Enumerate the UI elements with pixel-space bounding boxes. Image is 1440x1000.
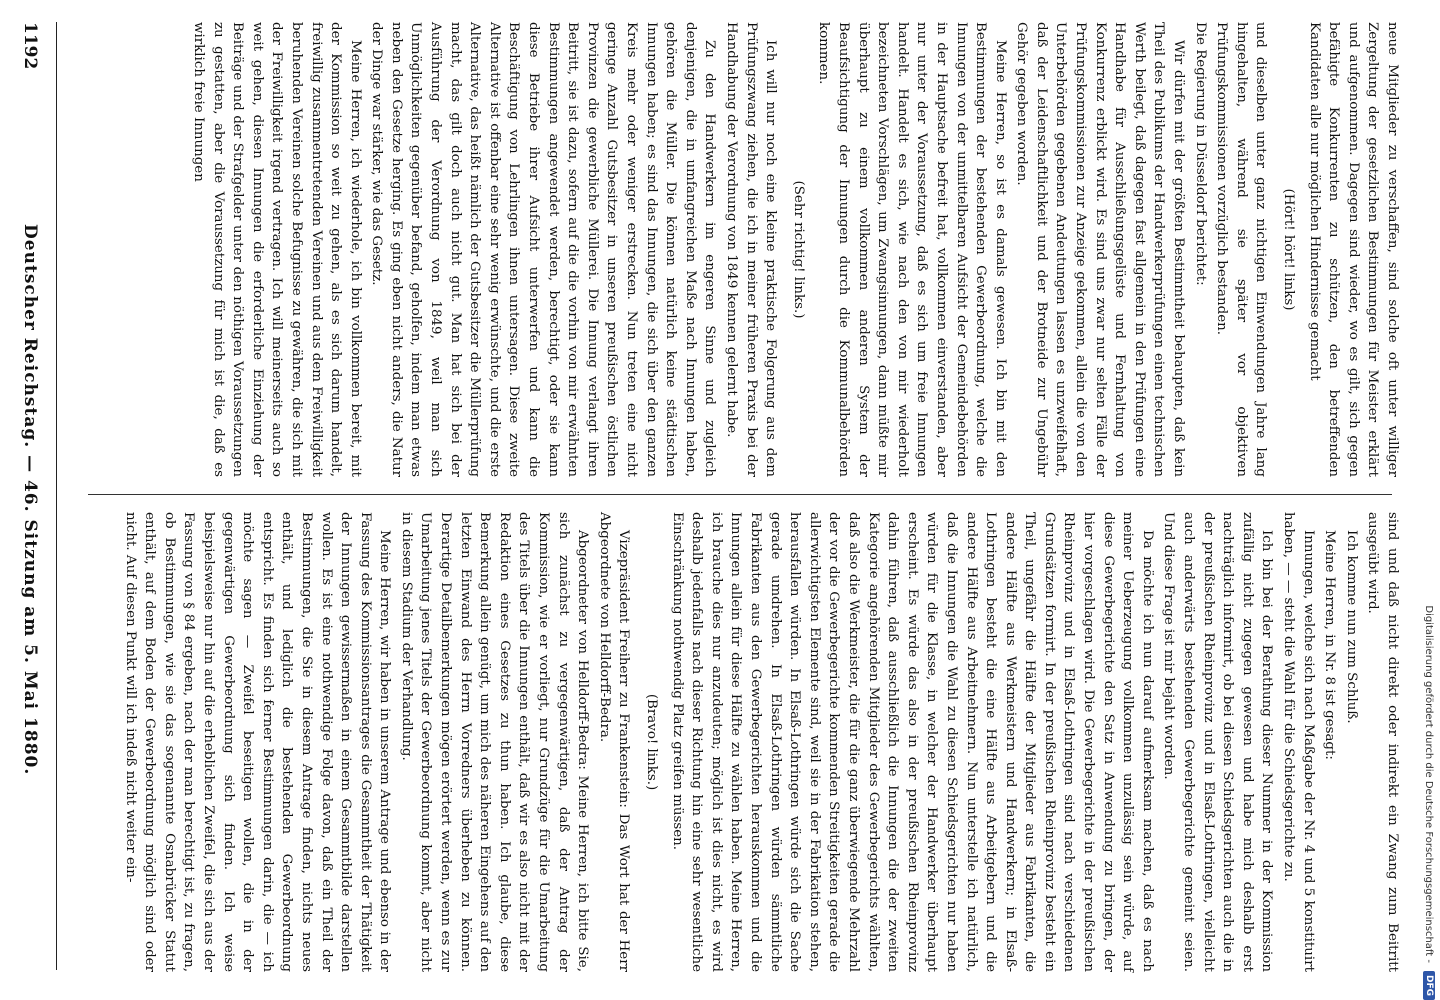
paragraph: Meine Herren, in Nr. 8 ist gesagt: — [1322, 530, 1338, 760]
paragraph: Meine Herren, so ist es damals gewesen. Ich bin mit den Bestimmungen der bestehenden Gewerbeordnung, welche die Innungen von der unmittelbaren Aufsicht der Gemeindebehörden in der Hauptsache befreit hat, vollkommen einverstanden, aber nur unter der Voraussetzung, daß es sich um freie Innungen handelt. Handelt es sich, wie nach den von mir wiederholt bezeichneten Vorschlägen, um Zwangsinnungen, dann müßte mir überhaupt zu einem vollkommen anderen System der Beaufsichtigung der Innungen durch die Kommunalbehörden kommen. — [816, 22, 1008, 477]
digitization-credit — [1418, 0, 1440, 1000]
paragraph: und dieselben unter ganz nichtigen Einwendungen Jahre lang hingehalten, während sie später vor objektiven Prüfungskommissionen vorzüglich bestanden. — [1214, 22, 1269, 477]
paragraph: Meine Herren, ich wiederhole, ich bin vollkommen bereit, mit der Kommission so weit zu gehen, als es sich darum handelt, freiwillig zusammentretenden Vereinen und aus dem Freiwilligkeit beruhenden Vereinen solche Befugnisse zu gewähren, die sich mit der Freiwilligkeit irgend vertragen. Ich will meinerseits auch so weit gehen, diesen Innungen die erforderliche Einziehung der Beiträge und der Strafgelder unter den nöthigen Voraussetzungen zu gestatten, aber die Voraussetzung für mich ist die, daß es wirklich freie Innungen — [190, 22, 363, 477]
page-title: Deutscher Reichstag. — 46. Sitzung am 5. Mai 1880. — [20, 224, 40, 776]
paragraph: neue Mitglieder zu verschaffen, sind solche oft unter williger Zergeltung der gesetzlichen Bestimmungen für Meister erklärt und aufgenommen. Dagegen sind wieder, wo es gilt, sich gegen befähigte Konkurrenten zu schützen, den betreffenden Kandidaten alle nur möglichen Hindernisse gemacht — [1306, 22, 1400, 477]
paragraph: Die Regierung in Düsseldorf berichtet: — [1192, 22, 1208, 286]
interjection: (Bravo! links.) — [644, 693, 660, 791]
credit-text: Digitalisierung gefördert durch die Deutsche Forschungsgemeinschaft - — [1423, 605, 1435, 963]
paragraph: Zu den Handwerkern im engeren Sinne und zugleich denjenigen, die in umfangreichen Maße nach Innungen haben, gehören die Müller. Die können natürlich keine städtischen Innungen haben; es sind das Innungen, die sich über den ganzen Kreis mehr oder weniger erstrecken. Nun treten eine nicht geringe Anzahl Gutsbesitzer in unseren preußischen östlichen Provinzen die gewerbliche Müllerei. Die Innung verlangt ihren Beitritt, sie ist dazu, sofern auf die die vorhin von mir erwähnten Bestimmungen angewendet werden, berechtigt, oder sie kann diese Betriebe ihrer Aufsicht unterwerfen und kann die Beschäftigung von Lehrlingen ihnen untersagen. Diese zweite Alternative ist offenbar eine sehr wenig erwünschte, und die erste Alternative, das heißt nämlich der Gutsbesitzer die Müllerprüfung macht, das gilt doch auch nicht gut. Man hat sich bei der Ausführung der Verordnung von 1849, weil man sich Unmöglichkeiten gegenüber befand, geholfen, indem man etwas neben den Gesetze herging. Es ging eben nicht anders, die Natur der Dinge war stärker, wie das Gesetz. — [369, 22, 718, 477]
right-column — [80, 512, 1402, 972]
interjection: (Hört! hört! links) — [1281, 188, 1297, 311]
paragraph: Ich komme nun zum Schluß. — [1343, 530, 1359, 724]
interjection: (Sehr richtig! links.) — [790, 180, 806, 319]
paragraph: Meine Herren, wir haben in unserem Antrage und ebenso in der Fassung des Kommissionsantrages die Gesammtheit der Thätigkeit der Innungen gewissermaßen in einem Gesammtbilde darstellen wollen. Es ist eine nothwendige Folge davon, daß ein Theil der Bestimmungen, die Sie in diesem Antrage finden, nichts neues enthält, und lediglich die bestehenden Gewerbeordnung entspricht. Es finden sich ferner Bestimmungen darin, die — ich möchte sagen — Zweifel beseitigen wollen, die in der gegenwärtigen Gewerbeordnung sich finden. Ich weise beispielsweise nur hin auf die erheblichen Zweifel, die sich aus der Fassung von § 84 ergeben, nach der man berechtigt ist, zu fragen, ob Bestimmungen, wie sie das sogenannte Osnabrücker Statut enthält, auf dem Boden der Gewerbeordnung möglich sind oder nicht. Auf diesen Punkt will ich indeß nicht weiter ein- — [122, 512, 393, 972]
speaker-paragraph: Vizepräsident Freiherr zu Frankenstein: Das Wort hat der Herr Abgeordnete von Helldorff-Bedra. — [596, 512, 632, 972]
paragraph: sind und daß nicht direkt oder indirekt ein Zwang zum Beitritt ausgeübt wird. — [1365, 512, 1400, 972]
speaker-paragraph: Abgeordneter von Helldorff-Bedra: Meine Herren, ich bitte Sie, sich zunächst zu vergegenwärtigen, daß der Antrag der Kommission, wie er vorliegt, nur Grundzüge für die Umarbeitung des Titels über die Innungen enthält, daß wir es also nicht mit der Redaktion eines Gesetzes zu thun haben. Ich glaube, diese Bemerkung allein genügt, um mich des näheren Eingehens auf den letzten Einwand des Herrn Vorredners überheben zu können. Derartige Detailbemerkungen mögen erörtert werden, wenn es zur Umarbeitung jenes Titels der Gewerbeordnung kommt, aber nicht in diesem Stadium der Verhandlung. — [398, 512, 591, 972]
paragraph: Ich will nur noch eine kleine praktische Folgerung aus dem Prüfungszwang ziehen, die ich in meiner früheren Praxis bei der Handhabung der Verordnung von 1849 kennen gelernt habe. — [724, 22, 779, 477]
header-rule — [56, 22, 57, 970]
page-number: 1192 — [20, 22, 40, 70]
running-head — [10, 22, 50, 970]
paragraph: Ich bin bei der Berathung dieser Nummer in der Kommission zufällig nicht zugegen gewesen und habe mich deshalb erst nachträglich informirt, ob bei diesen Schiedsgerichten auch die in der preußischen Rheinprovinz und in Elsaß-Lothringen, vielleicht auch anderwärts bestehenden Gewerbegerichte gemeint seien. Und diese Frage ist mir bejaht worden. — [1161, 512, 1275, 972]
paragraph: Da möchte ich nun darauf aufmerksam machen, daß es nach meiner Ueberzeugung vollkommen unzulässig sein würde, auf diese Gewerbegerichte den Satz in Anwendung zu bringen, der hier vorgeschlagen wird. Die Gewerbegerichte in der preußischen Rheinprovinz und in Elsaß-Lothringen sind nach verschiedenen Grundsätzen formirt. In der preußischen Rheinprovinz besteht ein Theil, ungefähr die Hälfte der Mitglieder aus Fabrikanten, die andere Hälfte aus Werkmeistern und Handwerkern; in Elsaß-Lothringen besteht die eine Hälfte aus Arbeitgebern und die andere Hälfte aus Arbeitnehmern. Nun unterstelle ich natürlich, daß die Innungen die Wahl zu diesen Schiedsgerichten nur haben würden für die Klasse, in welcher der Handwerker überhaupt erscheint. Es würde das also in der preußischen Rheinprovinz dahin führen, daß ausschließlich die Innungen die der zweiten Kategorie angehörenden Mitglieder des Gewerbegerichts wählten, daß also die Werkmeister, die für die ganz überwiegende Mehrzahl der vor die Gewerbegerichte kommenden Streitigkeiten gerade die allerwichtigsten Elemente sind, weil sie in der Fabrikation stehen, herausfallen würden. In Elsaß-Lothringen würde sich die Sache gerade umdrehen. In Elsaß-Lothringen würden sämmtliche Fabrikanten aus den Gewerbegerichten herauskommen und die Innungen allein für diese Hälfte zu wählen haben. Meine Herren, ich brauche dies nur anzudeuten; möglich ist dies nicht, es wird deshalb jedenfalls nach dieser Richtung hin eine sehr wesentliche Einschränkung nothwendig Platz greifen müssen. — [669, 512, 1155, 972]
column-divider — [88, 494, 1392, 495]
left-column — [80, 22, 1402, 477]
quotation: Wir dürfen mit der größten Bestimmtheit behaupten, daß kein Theil des Publikums der Handwerkerprüfungen einen technischen Werth beilegt, daß dagegen fast allgemein in den Prüfungen eine Handhabe für Ausschließungsgelüste und Fernhaltung von Konkurrenz erblickt wird. Es sind uns zwar nur selten Fälle der Prüfungskommissionen zur Anzeige gekommen, allein die von den Unterbehörden gegebenen Andeutungen lassen es unzweifelhaft, daß der Leidenschaftlichkeit und der Brotneide zur Ungebühr Gehör gegeben worden. — [1014, 22, 1187, 477]
quotation: Innungen, welche sich nach Maßgabe der Nr. 4 und 5 konstituirt haben, — — steht die Wahl für die Schiedsgerichte zu. — [1281, 512, 1316, 972]
dfg-logo: DFG — [1423, 971, 1435, 1000]
